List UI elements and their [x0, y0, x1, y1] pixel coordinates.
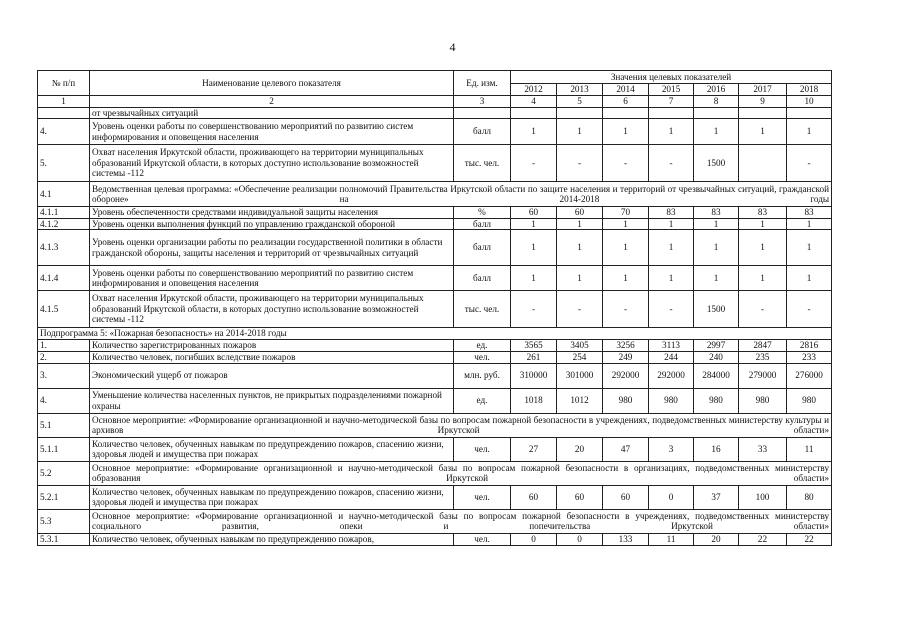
column-number: 7	[649, 96, 694, 108]
program-title: Основное мероприятие: «Формирование организационной и научно-методической базы по вопросам пожарной безопасности в учреждениях, подведомственных министерству социального развития, опеки и попечительства Иркутской области»	[90, 509, 832, 533]
value-cell: 284000	[694, 363, 739, 388]
value-cell: 240	[694, 351, 739, 363]
indicator-name: Количество человек, погибших вследствие пожаров	[90, 351, 454, 363]
value-cell: 1	[511, 218, 557, 230]
unit-cell: тыс. чел.	[454, 145, 511, 182]
indicator-name: от чрезвычайных ситуаций	[90, 107, 454, 119]
value-cell: 980	[787, 388, 832, 413]
value-cell: 3565	[511, 339, 557, 351]
value-cell	[739, 107, 787, 119]
value-cell: 20	[694, 533, 739, 545]
value-cell	[739, 145, 787, 182]
value-cell: 1012	[557, 388, 603, 413]
table-row	[38, 207, 832, 219]
value-cell: -	[649, 145, 694, 182]
value-cell: 1	[787, 230, 832, 266]
value-cell: 11	[787, 437, 832, 461]
row-number: 5.3	[38, 509, 90, 533]
unit-cell: чел.	[454, 485, 511, 509]
unit-cell: тыс. чел.	[454, 291, 511, 328]
value-cell: 1	[603, 230, 649, 266]
indicator-name: Уменьшение количества населенных пунктов, не прикрытых подразделениями пожарной охраны	[90, 388, 454, 413]
table-row	[38, 119, 832, 145]
value-cell: 60	[511, 207, 557, 219]
value-cell: 60	[511, 485, 557, 509]
indicator-name: Уровень оценки работы по совершенствованию мероприятий по развитию систем информирования и оповещения населения	[90, 266, 454, 291]
value-cell: 980	[649, 388, 694, 413]
indicator-name: Охват населения Иркутской области, проживающего на территории муниципальных образований Иркутской области, в которых доступно использование возможностей системы -112	[90, 145, 454, 182]
column-numbers-row	[38, 96, 832, 108]
table-row	[38, 145, 832, 182]
row-number: 4.1.5	[38, 291, 90, 328]
header-year: 2015	[649, 83, 694, 96]
table-row	[38, 230, 832, 266]
value-cell: -	[787, 291, 832, 328]
value-cell: 1	[649, 230, 694, 266]
indicator-name: Количество человек, обученных навыкам по предупреждению пожаров, спасению жизни, здоровья людей и имущества при пожарах	[90, 485, 454, 509]
column-number: 8	[694, 96, 739, 108]
value-cell: 1	[649, 266, 694, 291]
header-year: 2018	[787, 83, 832, 96]
value-cell: 60	[603, 485, 649, 509]
unit-cell: балл	[454, 266, 511, 291]
header-unit: Ед. изм.	[454, 71, 511, 96]
value-cell: 1	[739, 119, 787, 145]
value-cell: 1	[511, 266, 557, 291]
value-cell: 1018	[511, 388, 557, 413]
value-cell: 1	[739, 230, 787, 266]
table-row	[38, 218, 832, 230]
unit-cell: чел.	[454, 437, 511, 461]
row-number: 5.1	[38, 413, 90, 437]
table-row	[38, 291, 832, 328]
value-cell: 11	[649, 533, 694, 545]
value-cell: -	[603, 291, 649, 328]
value-cell: 1	[739, 266, 787, 291]
value-cell: 83	[649, 207, 694, 219]
header-num: № п/п	[38, 71, 90, 96]
value-cell: 1500	[694, 145, 739, 182]
value-cell: 1	[603, 266, 649, 291]
header-values: Значения целевых показателей	[511, 71, 832, 84]
column-number: 3	[454, 96, 511, 108]
value-cell: 133	[603, 533, 649, 545]
header-year: 2013	[557, 83, 603, 96]
table-row	[38, 509, 832, 533]
value-cell: 22	[787, 533, 832, 545]
value-cell: 1	[649, 119, 694, 145]
value-cell	[603, 107, 649, 119]
value-cell: 2997	[694, 339, 739, 351]
value-cell: 233	[787, 351, 832, 363]
value-cell: 1	[557, 218, 603, 230]
value-cell: 1	[603, 218, 649, 230]
value-cell: -	[557, 291, 603, 328]
value-cell: 261	[511, 351, 557, 363]
value-cell	[694, 107, 739, 119]
indicators-table	[37, 70, 832, 546]
row-number: 5.2.1	[38, 485, 90, 509]
value-cell: 1500	[694, 291, 739, 328]
table-row	[38, 461, 832, 485]
value-cell: 3256	[603, 339, 649, 351]
header-year: 2014	[603, 83, 649, 96]
row-number: 2.	[38, 351, 90, 363]
row-number: 4.1.3	[38, 230, 90, 266]
row-number: 4.	[38, 388, 90, 413]
column-number: 6	[603, 96, 649, 108]
value-cell	[511, 107, 557, 119]
row-number: 4.1.1	[38, 207, 90, 219]
column-number: 5	[557, 96, 603, 108]
program-title: Ведомственная целевая программа: «Обеспечение реализации полномочий Правительства Иркутской области по защите населения и территорий от чрезвычайных ситуаций, гражданской обороне» на 2014-2018 годы	[90, 182, 832, 207]
column-number: 10	[787, 96, 832, 108]
row-number: 5.2	[38, 461, 90, 485]
indicator-name: Уровень обеспеченности средствами индивидуальной защиты населения	[90, 207, 454, 219]
value-cell: -	[511, 291, 557, 328]
unit-cell: балл	[454, 119, 511, 145]
value-cell: 1	[787, 218, 832, 230]
indicator-name: Количество человек, обученных навыкам по предупреждению пожаров,	[90, 533, 454, 545]
value-cell: 279000	[739, 363, 787, 388]
indicator-name: Количество человек, обученных навыкам по предупреждению пожаров, спасению жизни, здоровья людей и имущества при пожарах	[90, 437, 454, 461]
value-cell: 83	[694, 207, 739, 219]
value-cell: 100	[739, 485, 787, 509]
value-cell: 249	[603, 351, 649, 363]
indicator-name: Охват населения Иркутской области, проживающего на территории муниципальных образований Иркутской области, в которых доступно использование возможностей системы -112	[90, 291, 454, 328]
value-cell: 33	[739, 437, 787, 461]
value-cell: 83	[787, 207, 832, 219]
table-row	[38, 351, 832, 363]
table-row	[38, 485, 832, 509]
value-cell: 1	[603, 119, 649, 145]
value-cell: 1	[787, 119, 832, 145]
value-cell: 0	[557, 533, 603, 545]
unit-cell: млн. руб.	[454, 363, 511, 388]
value-cell: 83	[739, 207, 787, 219]
value-cell: 254	[557, 351, 603, 363]
value-cell: 1	[694, 230, 739, 266]
table-row	[38, 363, 832, 388]
value-cell: -	[603, 145, 649, 182]
column-number: 2	[90, 96, 454, 108]
table-row	[38, 339, 832, 351]
value-cell	[557, 107, 603, 119]
header-row-top	[38, 71, 832, 84]
page-number: 4	[449, 40, 456, 54]
value-cell: 1	[694, 266, 739, 291]
value-cell: 1	[511, 230, 557, 266]
value-cell: 0	[511, 533, 557, 545]
row-number: 3.	[38, 363, 90, 388]
value-cell: 3113	[649, 339, 694, 351]
value-cell	[787, 107, 832, 119]
value-cell: 70	[603, 207, 649, 219]
unit-cell: ед.	[454, 339, 511, 351]
value-cell: 1	[694, 119, 739, 145]
row-number: 4.1.4	[38, 266, 90, 291]
unit-cell: %	[454, 207, 511, 219]
value-cell: 292000	[603, 363, 649, 388]
row-number: 4.	[38, 119, 90, 145]
value-cell: -	[739, 291, 787, 328]
value-cell: 310000	[511, 363, 557, 388]
value-cell: 1	[787, 266, 832, 291]
row-number: 5.3.1	[38, 533, 90, 545]
value-cell: 60	[557, 485, 603, 509]
value-cell: 1	[557, 119, 603, 145]
indicator-name: Уровень оценки работы по совершенствованию мероприятий по развитию систем информирования и оповещения населения	[90, 119, 454, 145]
program-title: Основное мероприятие: «Формирование организационной и научно-методической базы по вопросам пожарной безопасности в организациях, подведомственных министерству образования Иркутской области»	[90, 461, 832, 485]
row-number: 5.	[38, 145, 90, 182]
value-cell: 1	[649, 218, 694, 230]
table-row	[38, 533, 832, 545]
value-cell: 1	[557, 230, 603, 266]
unit-cell: ед.	[454, 388, 511, 413]
column-number: 1	[38, 96, 90, 108]
value-cell: 2847	[739, 339, 787, 351]
subprogram-title: Подпрограмма 5: «Пожарная безопасность» на 2014-2018 годы	[38, 328, 832, 340]
header-year: 2012	[511, 83, 557, 96]
unit-cell	[454, 107, 511, 119]
table-row	[38, 107, 832, 119]
value-cell: 276000	[787, 363, 832, 388]
value-cell: 22	[739, 533, 787, 545]
value-cell: 235	[739, 351, 787, 363]
value-cell: 47	[603, 437, 649, 461]
value-cell: 292000	[649, 363, 694, 388]
header-year: 2017	[739, 83, 787, 96]
value-cell: 1	[511, 119, 557, 145]
table-body	[38, 71, 832, 546]
header-name: Наименование целевого показателя	[90, 71, 454, 96]
table-row	[38, 328, 832, 340]
row-number: 5.1.1	[38, 437, 90, 461]
row-number: 1.	[38, 339, 90, 351]
value-cell: 27	[511, 437, 557, 461]
value-cell: -	[557, 145, 603, 182]
value-cell: 3405	[557, 339, 603, 351]
table-row	[38, 388, 832, 413]
value-cell: 980	[739, 388, 787, 413]
row-number	[38, 107, 90, 119]
unit-cell: чел.	[454, 351, 511, 363]
value-cell: 80	[787, 485, 832, 509]
indicator-name: Количество зарегистрированных пожаров	[90, 339, 454, 351]
value-cell: 1	[739, 218, 787, 230]
value-cell	[649, 107, 694, 119]
value-cell: 0	[649, 485, 694, 509]
indicator-name: Уровень оценки организации работы по реализации государственной политики в области гражданской обороны, защиты населения и территорий от чрезвычайных ситуаций	[90, 230, 454, 266]
row-number: 4.1.2	[38, 218, 90, 230]
value-cell: 37	[694, 485, 739, 509]
column-number: 4	[511, 96, 557, 108]
value-cell: 244	[649, 351, 694, 363]
value-cell: 1	[557, 266, 603, 291]
unit-cell: балл	[454, 218, 511, 230]
column-number: 9	[739, 96, 787, 108]
value-cell: 16	[694, 437, 739, 461]
value-cell: 980	[603, 388, 649, 413]
table-row	[38, 182, 832, 207]
table-row	[38, 413, 832, 437]
row-number: 4.1	[38, 182, 90, 207]
value-cell: -	[511, 145, 557, 182]
value-cell: -	[787, 145, 832, 182]
value-cell: 60	[557, 207, 603, 219]
table-row	[38, 266, 832, 291]
value-cell: 20	[557, 437, 603, 461]
value-cell: -	[649, 291, 694, 328]
header-year: 2016	[694, 83, 739, 96]
table-row	[38, 437, 832, 461]
unit-cell: балл	[454, 230, 511, 266]
unit-cell: чел.	[454, 533, 511, 545]
value-cell: 980	[694, 388, 739, 413]
value-cell: 1	[694, 218, 739, 230]
value-cell: 3	[649, 437, 694, 461]
indicator-name: Экономический ущерб от пожаров	[90, 363, 454, 388]
program-title: Основное мероприятие: «Формирование организационной и научно-методической базы по вопросам пожарной безопасности в учреждениях, подведомственных министерству культуры и архивов Иркутской области»	[90, 413, 832, 437]
value-cell: 301000	[557, 363, 603, 388]
value-cell: 2816	[787, 339, 832, 351]
indicator-name: Уровень оценки выполнения функций по управлению гражданской обороной	[90, 218, 454, 230]
